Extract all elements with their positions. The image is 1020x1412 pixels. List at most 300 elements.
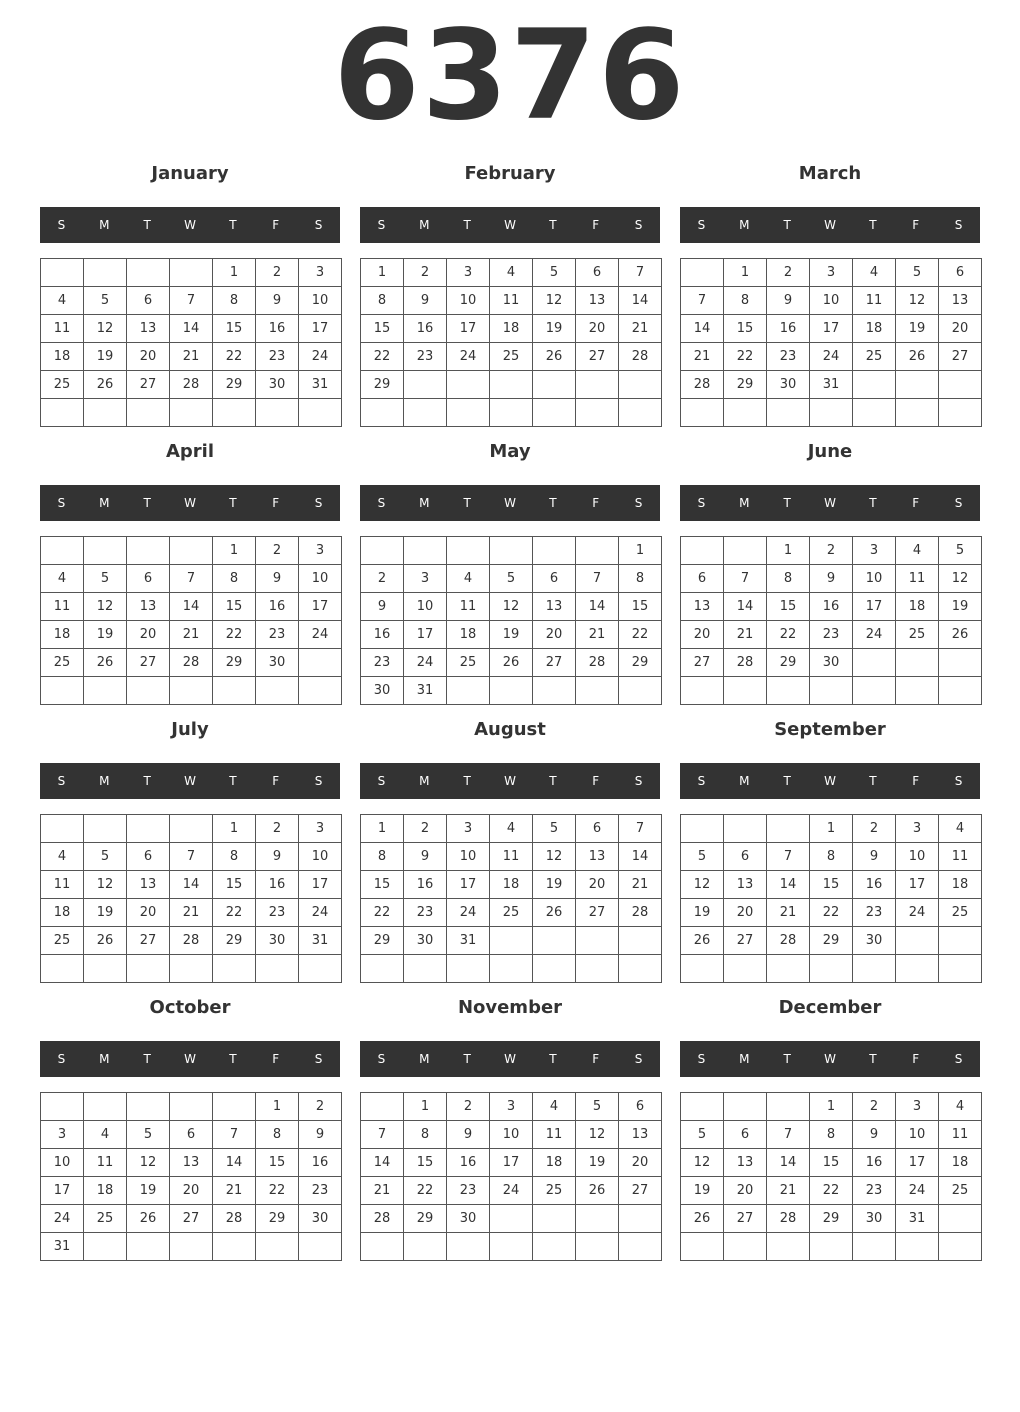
weekday-label: F <box>272 774 280 788</box>
week-row <box>681 537 982 565</box>
empty-day-cell <box>939 649 982 677</box>
week-row <box>681 871 982 899</box>
day-cell: 24 <box>299 621 342 649</box>
empty-day-cell <box>939 371 982 399</box>
day-cell: 30 <box>853 1205 896 1233</box>
empty-day-cell <box>533 371 576 399</box>
empty-day-cell <box>767 1093 810 1121</box>
empty-day-cell <box>681 1233 724 1261</box>
empty-day-cell <box>447 677 490 705</box>
empty-day-cell <box>533 1233 576 1261</box>
weekday-label: F <box>272 1052 280 1066</box>
day-cell: 26 <box>84 649 127 677</box>
day-cell: 23 <box>256 899 299 927</box>
weekday-label: M <box>739 218 750 232</box>
weekday-label: W <box>824 1052 836 1066</box>
day-cell: 8 <box>404 1121 447 1149</box>
day-cell: 28 <box>170 649 213 677</box>
day-cell: 7 <box>767 1121 810 1149</box>
empty-day-cell <box>490 399 533 427</box>
day-cell: 21 <box>767 1177 810 1205</box>
weekday-label: M <box>419 774 430 788</box>
day-grid <box>40 258 342 427</box>
empty-day-cell <box>939 399 982 427</box>
day-cell: 14 <box>170 593 213 621</box>
week-row <box>681 315 982 343</box>
week-row <box>681 259 982 287</box>
day-cell: 7 <box>213 1121 256 1149</box>
weekday-header <box>680 207 980 243</box>
day-cell: 17 <box>853 593 896 621</box>
day-cell: 1 <box>724 259 767 287</box>
empty-day-cell <box>299 1233 342 1261</box>
day-cell: 24 <box>299 899 342 927</box>
day-cell: 14 <box>767 871 810 899</box>
week-row <box>681 593 982 621</box>
day-cell: 16 <box>299 1149 342 1177</box>
day-cell: 30 <box>447 1205 490 1233</box>
day-cell: 16 <box>767 315 810 343</box>
day-cell: 26 <box>939 621 982 649</box>
day-cell: 30 <box>299 1205 342 1233</box>
day-cell: 4 <box>490 815 533 843</box>
week-row <box>361 287 662 315</box>
week-row <box>681 649 982 677</box>
empty-day-cell <box>213 955 256 983</box>
weekday-label: W <box>504 496 516 510</box>
empty-day-cell <box>447 371 490 399</box>
day-cell: 17 <box>896 1149 939 1177</box>
week-row <box>41 315 342 343</box>
week-row <box>41 343 342 371</box>
day-cell: 18 <box>490 315 533 343</box>
weekday-label: T <box>783 496 791 510</box>
empty-day-cell <box>84 259 127 287</box>
empty-day-cell <box>681 955 724 983</box>
day-cell: 24 <box>447 343 490 371</box>
weekday-label: S <box>377 496 386 510</box>
weekday-label: S <box>634 496 643 510</box>
day-cell: 6 <box>939 259 982 287</box>
weekday-label: M <box>739 1052 750 1066</box>
day-cell: 8 <box>619 565 662 593</box>
weekday-label: S <box>377 1052 386 1066</box>
weekday-label: M <box>419 218 430 232</box>
week-row <box>681 1121 982 1149</box>
week-row <box>41 1177 342 1205</box>
week-row <box>41 1093 342 1121</box>
day-cell: 2 <box>404 815 447 843</box>
weekday-label: W <box>184 774 196 788</box>
day-cell: 29 <box>256 1205 299 1233</box>
day-cell: 6 <box>681 565 724 593</box>
weekday-label: T <box>463 774 471 788</box>
empty-day-cell <box>853 677 896 705</box>
day-cell: 16 <box>447 1149 490 1177</box>
day-cell: 31 <box>810 371 853 399</box>
day-cell: 20 <box>576 871 619 899</box>
day-cell: 10 <box>404 593 447 621</box>
month-title: March <box>798 163 862 184</box>
empty-day-cell <box>681 259 724 287</box>
day-cell: 4 <box>41 565 84 593</box>
weekday-header <box>360 207 660 243</box>
empty-day-cell <box>896 1233 939 1261</box>
weekday-label: S <box>634 774 643 788</box>
day-cell: 31 <box>404 677 447 705</box>
day-cell: 26 <box>533 899 576 927</box>
week-row <box>41 259 342 287</box>
day-cell: 8 <box>810 843 853 871</box>
weekday-label: S <box>57 774 66 788</box>
day-cell: 20 <box>127 621 170 649</box>
weekday-label: T <box>143 218 151 232</box>
day-cell: 30 <box>256 927 299 955</box>
weekday-label: S <box>697 1052 706 1066</box>
day-cell: 24 <box>299 343 342 371</box>
day-cell: 27 <box>724 1205 767 1233</box>
day-cell: 21 <box>170 343 213 371</box>
weekday-label: T <box>869 774 877 788</box>
day-cell: 15 <box>724 315 767 343</box>
day-cell: 24 <box>447 899 490 927</box>
day-cell: 12 <box>84 593 127 621</box>
week-row <box>41 593 342 621</box>
weekday-header <box>40 207 340 243</box>
week-row <box>681 343 982 371</box>
day-cell: 9 <box>256 565 299 593</box>
weekday-label: T <box>549 774 557 788</box>
day-cell: 13 <box>576 287 619 315</box>
day-cell: 20 <box>576 315 619 343</box>
day-cell: 14 <box>576 593 619 621</box>
day-cell: 13 <box>127 871 170 899</box>
day-cell: 10 <box>853 565 896 593</box>
weekday-label: M <box>99 774 110 788</box>
day-cell: 28 <box>767 1205 810 1233</box>
weekday-label: M <box>99 1052 110 1066</box>
empty-day-cell <box>724 677 767 705</box>
day-cell: 5 <box>533 259 576 287</box>
week-row <box>41 1121 342 1149</box>
day-grid <box>360 258 662 427</box>
day-cell: 9 <box>361 593 404 621</box>
weekday-label: W <box>504 218 516 232</box>
empty-day-cell <box>939 1205 982 1233</box>
empty-day-cell <box>576 399 619 427</box>
day-cell: 11 <box>84 1149 127 1177</box>
empty-day-cell <box>404 399 447 427</box>
day-cell: 24 <box>41 1205 84 1233</box>
empty-day-cell <box>724 1093 767 1121</box>
day-cell: 12 <box>490 593 533 621</box>
month-title: December <box>778 997 882 1018</box>
day-cell: 21 <box>619 315 662 343</box>
day-cell: 5 <box>84 287 127 315</box>
weekday-label: F <box>912 774 920 788</box>
day-cell: 13 <box>170 1149 213 1177</box>
day-cell: 5 <box>84 565 127 593</box>
day-cell: 23 <box>853 899 896 927</box>
week-row <box>361 315 662 343</box>
day-cell: 20 <box>533 621 576 649</box>
weekday-label: T <box>463 218 471 232</box>
day-cell: 23 <box>299 1177 342 1205</box>
weekday-label: M <box>99 496 110 510</box>
month-title: January <box>151 163 229 184</box>
day-cell: 21 <box>724 621 767 649</box>
day-cell: 20 <box>619 1149 662 1177</box>
day-cell: 10 <box>490 1121 533 1149</box>
day-cell: 20 <box>170 1177 213 1205</box>
week-row <box>681 371 982 399</box>
day-cell: 2 <box>810 537 853 565</box>
weekday-label: T <box>463 496 471 510</box>
day-cell: 15 <box>256 1149 299 1177</box>
empty-day-cell <box>213 1233 256 1261</box>
day-cell: 18 <box>41 343 84 371</box>
empty-day-cell <box>939 677 982 705</box>
week-row <box>41 565 342 593</box>
day-cell: 27 <box>127 927 170 955</box>
day-cell: 27 <box>576 343 619 371</box>
empty-day-cell <box>853 371 896 399</box>
day-cell: 14 <box>767 1149 810 1177</box>
day-cell: 17 <box>447 871 490 899</box>
day-cell: 19 <box>681 1177 724 1205</box>
day-cell: 6 <box>127 565 170 593</box>
weekday-label: T <box>143 496 151 510</box>
day-cell: 13 <box>127 315 170 343</box>
empty-day-cell <box>619 677 662 705</box>
day-cell: 4 <box>896 537 939 565</box>
week-row <box>681 621 982 649</box>
empty-day-cell <box>767 1233 810 1261</box>
day-cell: 9 <box>256 287 299 315</box>
week-row <box>361 1177 662 1205</box>
day-cell: 11 <box>853 287 896 315</box>
day-cell: 14 <box>681 315 724 343</box>
day-cell: 8 <box>810 1121 853 1149</box>
weekday-label: F <box>272 496 280 510</box>
empty-day-cell <box>724 1233 767 1261</box>
weekday-header <box>40 763 340 799</box>
day-cell: 2 <box>853 815 896 843</box>
day-cell: 22 <box>619 621 662 649</box>
empty-day-cell <box>170 955 213 983</box>
weekday-label: S <box>697 496 706 510</box>
weekday-label: S <box>634 218 643 232</box>
empty-day-cell <box>170 677 213 705</box>
day-cell: 3 <box>810 259 853 287</box>
empty-day-cell <box>939 1233 982 1261</box>
weekday-label: M <box>419 496 430 510</box>
empty-day-cell <box>576 371 619 399</box>
empty-day-cell <box>576 1205 619 1233</box>
week-row <box>361 955 662 983</box>
day-cell: 15 <box>213 871 256 899</box>
day-cell: 13 <box>619 1121 662 1149</box>
day-cell: 19 <box>896 315 939 343</box>
day-cell: 19 <box>939 593 982 621</box>
day-cell: 15 <box>767 593 810 621</box>
empty-day-cell <box>41 537 84 565</box>
weekday-label: S <box>954 1052 963 1066</box>
empty-day-cell <box>447 955 490 983</box>
empty-day-cell <box>619 1233 662 1261</box>
weekday-label: M <box>419 1052 430 1066</box>
day-cell: 25 <box>490 899 533 927</box>
day-cell: 13 <box>127 593 170 621</box>
day-cell: 10 <box>810 287 853 315</box>
empty-day-cell <box>896 677 939 705</box>
week-row <box>361 899 662 927</box>
day-cell: 26 <box>681 927 724 955</box>
empty-day-cell <box>41 1093 84 1121</box>
day-cell: 19 <box>127 1177 170 1205</box>
day-cell: 21 <box>767 899 810 927</box>
day-grid <box>40 1092 342 1261</box>
week-row <box>41 1149 342 1177</box>
day-cell: 30 <box>361 677 404 705</box>
day-cell: 5 <box>939 537 982 565</box>
day-cell: 6 <box>576 815 619 843</box>
empty-day-cell <box>896 371 939 399</box>
empty-day-cell <box>127 955 170 983</box>
day-cell: 2 <box>256 259 299 287</box>
day-cell: 4 <box>853 259 896 287</box>
weekday-label: W <box>184 1052 196 1066</box>
day-cell: 1 <box>619 537 662 565</box>
empty-day-cell <box>170 399 213 427</box>
day-cell: 1 <box>213 537 256 565</box>
empty-day-cell <box>41 955 84 983</box>
empty-day-cell <box>41 815 84 843</box>
day-cell: 31 <box>896 1205 939 1233</box>
day-cell: 27 <box>576 899 619 927</box>
week-row <box>681 1205 982 1233</box>
weekday-label: W <box>824 218 836 232</box>
day-cell: 6 <box>724 843 767 871</box>
empty-day-cell <box>490 371 533 399</box>
weekday-label: W <box>184 218 196 232</box>
week-row <box>361 1233 662 1261</box>
empty-day-cell <box>810 399 853 427</box>
day-cell: 29 <box>213 371 256 399</box>
day-cell: 13 <box>724 871 767 899</box>
weekday-label: W <box>504 774 516 788</box>
month-title: June <box>807 441 853 462</box>
empty-day-cell <box>533 677 576 705</box>
week-row <box>361 259 662 287</box>
week-row <box>681 955 982 983</box>
empty-day-cell <box>533 399 576 427</box>
day-cell: 5 <box>896 259 939 287</box>
empty-day-cell <box>213 677 256 705</box>
day-cell: 29 <box>213 927 256 955</box>
day-grid <box>360 536 662 705</box>
day-cell: 20 <box>724 1177 767 1205</box>
day-cell: 12 <box>533 287 576 315</box>
day-cell: 4 <box>41 287 84 315</box>
weekday-header <box>360 485 660 521</box>
day-cell: 23 <box>810 621 853 649</box>
weekday-label: F <box>272 218 280 232</box>
weekday-label: T <box>783 218 791 232</box>
day-cell: 11 <box>490 843 533 871</box>
day-cell: 20 <box>724 899 767 927</box>
week-row <box>41 677 342 705</box>
day-cell: 25 <box>41 927 84 955</box>
day-cell: 22 <box>724 343 767 371</box>
day-cell: 17 <box>299 871 342 899</box>
week-row <box>681 1177 982 1205</box>
week-row <box>361 677 662 705</box>
day-cell: 6 <box>127 843 170 871</box>
day-cell: 15 <box>404 1149 447 1177</box>
empty-day-cell <box>810 1233 853 1261</box>
day-cell: 28 <box>170 371 213 399</box>
day-cell: 12 <box>896 287 939 315</box>
empty-day-cell <box>361 399 404 427</box>
day-cell: 5 <box>533 815 576 843</box>
weekday-label: T <box>869 1052 877 1066</box>
day-cell: 6 <box>170 1121 213 1149</box>
day-cell: 26 <box>896 343 939 371</box>
weekday-label: F <box>912 218 920 232</box>
day-cell: 26 <box>84 371 127 399</box>
day-cell: 13 <box>681 593 724 621</box>
day-cell: 30 <box>767 371 810 399</box>
week-row <box>41 1233 342 1261</box>
day-cell: 18 <box>939 871 982 899</box>
weekday-label: S <box>57 1052 66 1066</box>
day-cell: 28 <box>681 371 724 399</box>
empty-day-cell <box>896 927 939 955</box>
weekday-header <box>680 1041 980 1077</box>
day-cell: 12 <box>576 1121 619 1149</box>
day-cell: 19 <box>533 871 576 899</box>
empty-day-cell <box>299 677 342 705</box>
day-cell: 27 <box>724 927 767 955</box>
day-cell: 28 <box>619 343 662 371</box>
weekday-label: S <box>954 496 963 510</box>
day-cell: 4 <box>533 1093 576 1121</box>
week-row <box>361 565 662 593</box>
day-cell: 23 <box>853 1177 896 1205</box>
week-row <box>361 1149 662 1177</box>
day-cell: 29 <box>213 649 256 677</box>
empty-day-cell <box>724 815 767 843</box>
empty-day-cell <box>490 927 533 955</box>
weekday-label: F <box>592 218 600 232</box>
day-cell: 16 <box>404 871 447 899</box>
weekday-label: S <box>314 1052 323 1066</box>
empty-day-cell <box>361 1093 404 1121</box>
week-row <box>681 399 982 427</box>
day-cell: 1 <box>810 1093 853 1121</box>
day-cell: 9 <box>810 565 853 593</box>
empty-day-cell <box>447 1233 490 1261</box>
week-row <box>361 399 662 427</box>
empty-day-cell <box>490 677 533 705</box>
day-cell: 10 <box>299 843 342 871</box>
empty-day-cell <box>84 815 127 843</box>
weekday-label: T <box>463 1052 471 1066</box>
day-cell: 17 <box>810 315 853 343</box>
empty-day-cell <box>127 537 170 565</box>
day-cell: 11 <box>939 843 982 871</box>
